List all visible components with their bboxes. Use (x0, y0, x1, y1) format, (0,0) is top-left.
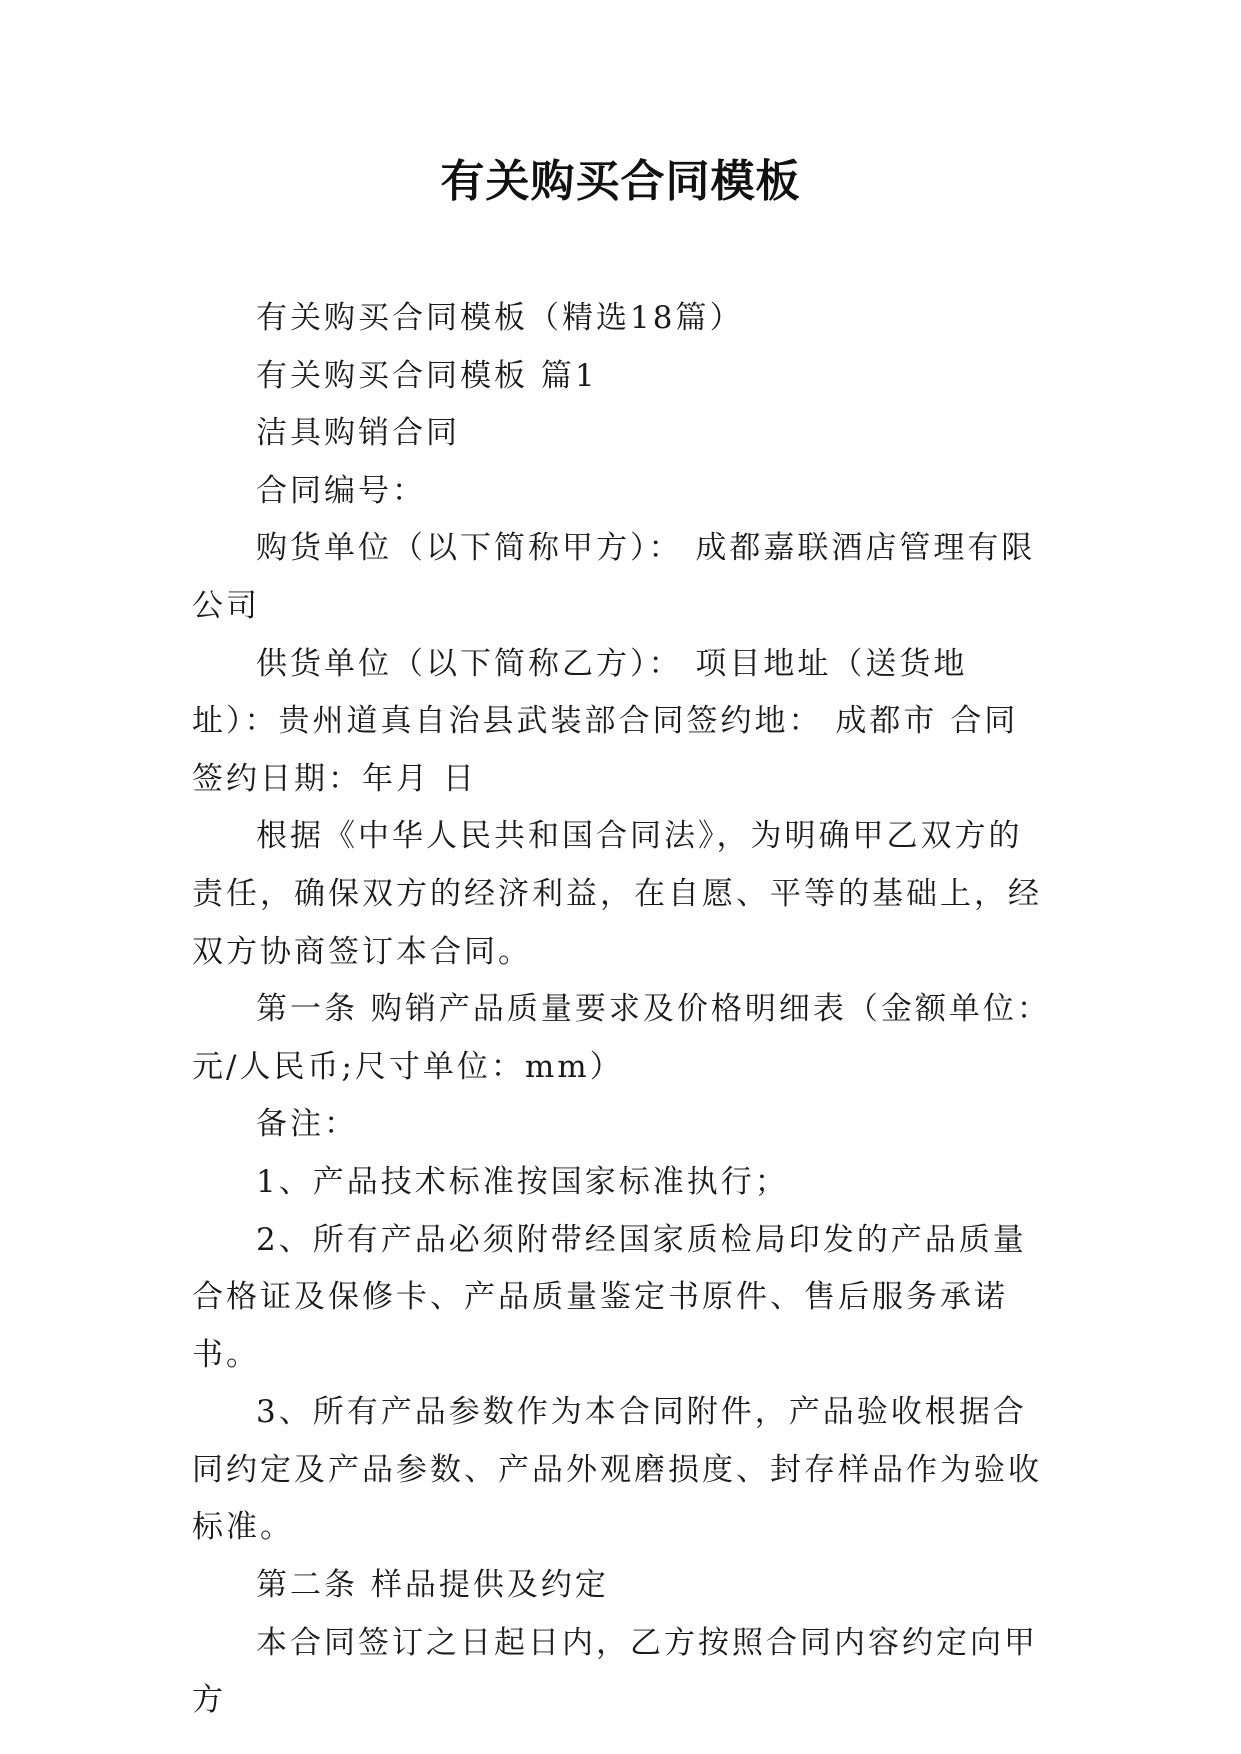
paragraph-remark-3: 3、所有产品参数作为本合同附件，产品验收根据合同约定及产品参数、产品外观磨损度、封存样品作为验收标准。 (192, 1394, 1042, 1546)
paragraph-intro: 有关购买合同模板（精选18篇） (256, 300, 744, 336)
paragraph-chapter-heading: 有关购买合同模板 篇1 (256, 357, 598, 394)
paragraph-buyer: 购货单位（以下简称甲方）： 成都嘉联酒店管理有限公司 (192, 530, 1036, 624)
paragraph-article-1: 第一条 购销产品质量要求及价格明细表（金额单位：元/人民币;尺寸单位：mm） (192, 991, 1051, 1085)
paragraph-supplier: 供货单位（以下简称乙方）： 项目地址（送货地址）：贵州道真自治县武装部合同签约地： 成都市 合同签约日期：年月 日 (192, 645, 1019, 797)
paragraph-article-2-body: 本合同签订之日起日内，乙方按照合同内容约定向甲方 (192, 1624, 1038, 1719)
paragraph-remark-1: 1、产品技术标准按国家标准执行； (256, 1163, 789, 1200)
paragraph-remark-2: 2、所有产品必须附带经国家质检局印发的产品质量合格证及保修卡、产品质量鉴定书原件、售后服务承诺书。 (192, 1221, 1027, 1373)
paragraph-remarks: 备注： (256, 1106, 358, 1143)
document-title: 有关购买合同模板 (440, 156, 801, 207)
paragraph-contract-name: 洁具购销合同 (256, 415, 460, 452)
document-body (192, 290, 1052, 1730)
paragraph-article-2: 第二条 样品提供及约定 (256, 1567, 609, 1604)
paragraph-contract-number: 合同编号： (256, 472, 426, 509)
paragraph-preamble: 根据《中华人民共和国合同法》，为明确甲乙双方的责任，确保双方的经济利益，在自愿、平等的基础上，经双方协商签订本合同。 (192, 818, 1042, 970)
